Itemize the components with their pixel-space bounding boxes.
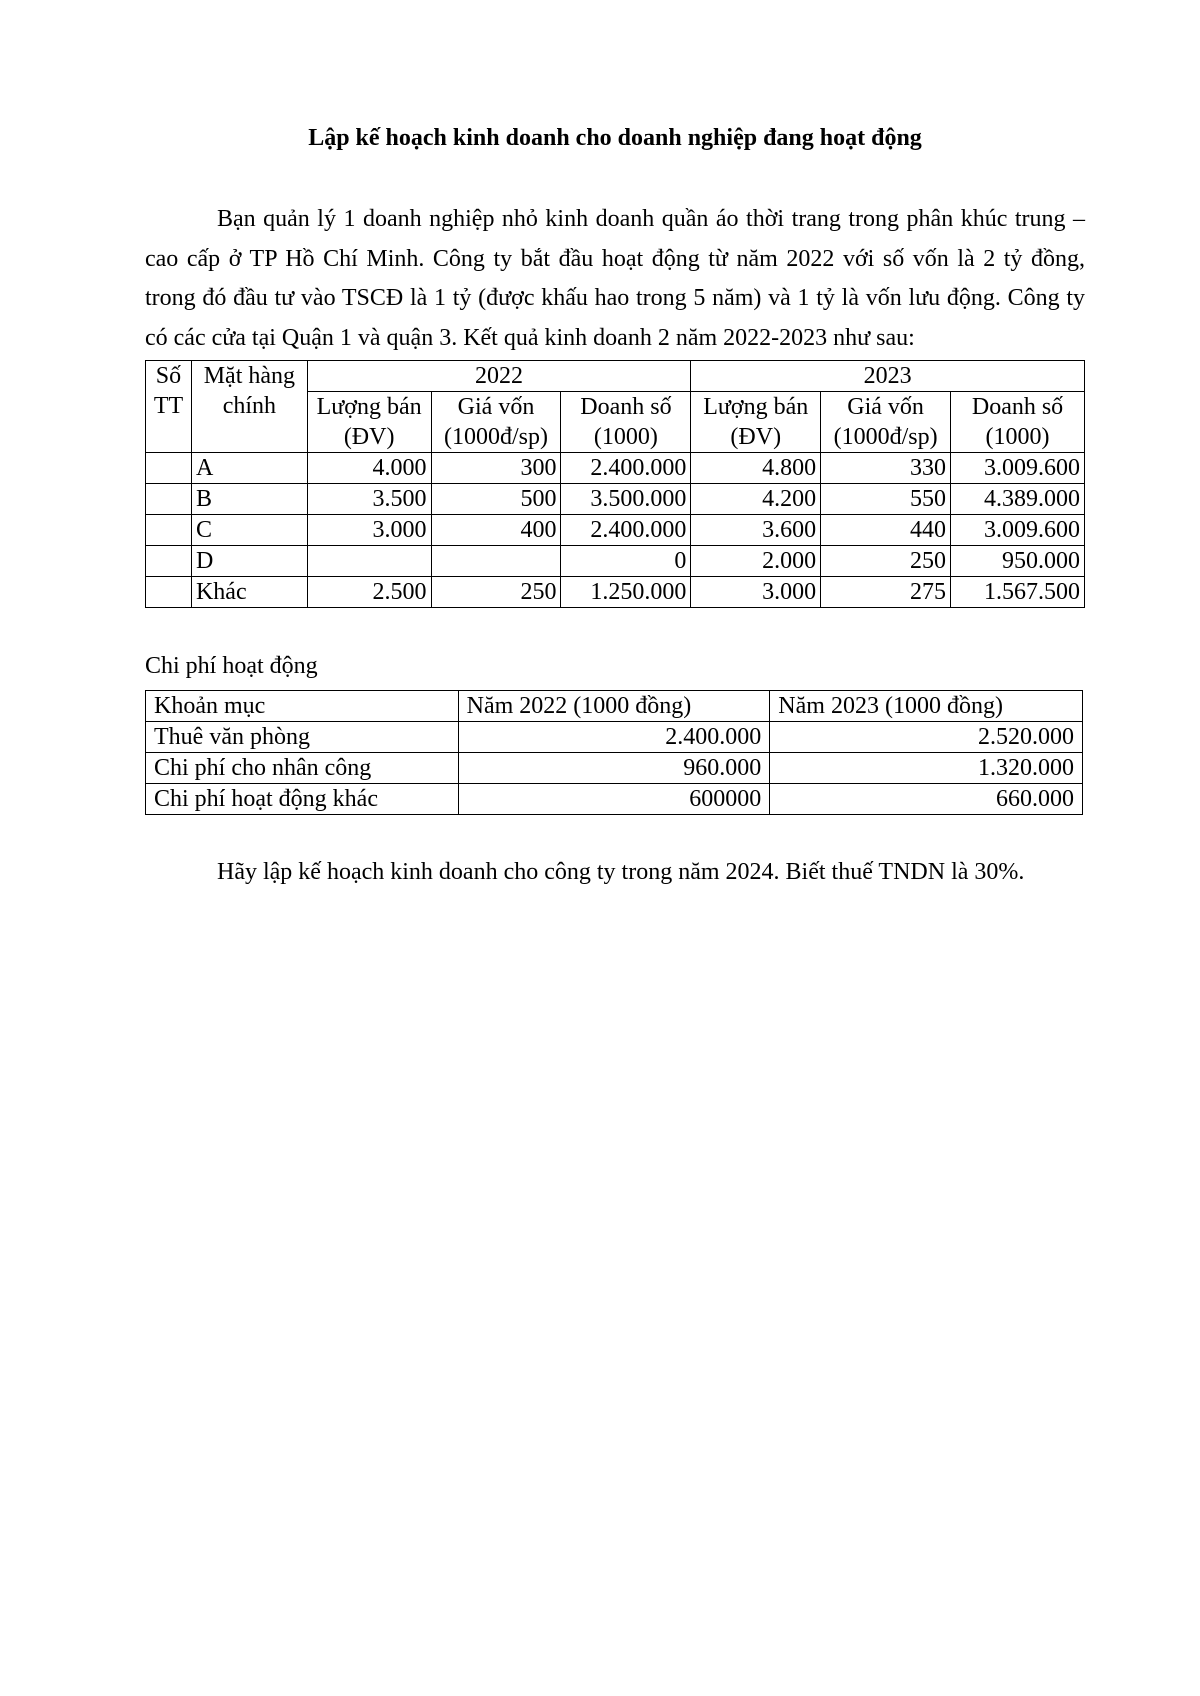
- document-page: [145, 110, 1085, 892]
- cost-2023-cell: 660.000: [770, 784, 1083, 815]
- qty-2023-cell: 2.000: [691, 546, 821, 577]
- revenue-2022-cell: 1.250.000: [561, 577, 691, 608]
- table-row: [146, 453, 1085, 484]
- cost-2022-cell: 400: [431, 515, 561, 546]
- sub-header: Doanh số (1000): [951, 392, 1085, 453]
- revenue-2023-cell: 3.009.600: [951, 453, 1085, 484]
- col-stt-header: Số TT: [146, 361, 192, 453]
- qty-2022-cell: 3.000: [307, 515, 431, 546]
- revenue-2023-cell: 4.389.000: [951, 484, 1085, 515]
- stt-cell: [146, 484, 192, 515]
- cost-2023-cell: 330: [821, 453, 951, 484]
- qty-2022-cell: 4.000: [307, 453, 431, 484]
- year-2023-header: 2023: [691, 361, 1085, 392]
- qty-2022-cell: 3.500: [307, 484, 431, 515]
- intro-paragraph: Bạn quản lý 1 doanh nghiệp nhỏ kinh doanh quần áo thời trang trong phân khúc trung – cao cấp ở TP Hồ Chí Minh. Công ty bắt đầu hoạt động từ năm 2022 với số vốn là 2 tỷ đồng, trong đó đầu tư vào TSCĐ là 1 tỷ (được khấu hao trong 5 năm) và 1 tỷ là vốn lưu động. Công ty có các cửa tại Quận 1 và quận 3. Kết quả kinh doanh 2 năm 2022-2023 như sau:: [145, 206, 1085, 351]
- qty-2023-cell: 4.200: [691, 484, 821, 515]
- cost-item-cell: Chi phí hoạt động khác: [146, 784, 459, 815]
- table-row: [146, 753, 1083, 784]
- sub-header: Lượng bán (ĐV): [307, 392, 431, 453]
- stt-cell: [146, 546, 192, 577]
- sub-header: Giá vốn (1000đ/sp): [431, 392, 561, 453]
- cost-col-header: Khoản mục: [146, 691, 459, 722]
- revenue-2023-cell: 1.567.500: [951, 577, 1085, 608]
- item-cell: D: [191, 546, 307, 577]
- cost-2023-cell: 1.320.000: [770, 753, 1083, 784]
- cost-col-header: Năm 2023 (1000 đồng): [770, 691, 1083, 722]
- table-row: [146, 577, 1085, 608]
- cost-2022-cell: 960.000: [458, 753, 770, 784]
- cost-2023-cell: 440: [821, 515, 951, 546]
- revenue-2022-cell: 3.500.000: [561, 484, 691, 515]
- qty-2023-cell: 3.000: [691, 577, 821, 608]
- item-cell: A: [191, 453, 307, 484]
- closing-paragraph: Hãy lập kế hoạch kinh doanh cho công ty trong năm 2024. Biết thuế TNDN là 30%.: [217, 859, 1025, 885]
- item-cell: B: [191, 484, 307, 515]
- year-2022-header: 2022: [307, 361, 691, 392]
- cost-item-cell: Chi phí cho nhân công: [146, 753, 459, 784]
- table-row: [146, 484, 1085, 515]
- revenue-2023-cell: 3.009.600: [951, 515, 1085, 546]
- cost-section-label: Chi phí hoạt động: [145, 653, 318, 679]
- cost-2023-cell: 550: [821, 484, 951, 515]
- cost-2023-cell: 275: [821, 577, 951, 608]
- cost-2022-cell: 600000: [458, 784, 770, 815]
- table-row: [146, 784, 1083, 815]
- sub-header: Giá vốn (1000đ/sp): [821, 392, 951, 453]
- table-row: [146, 515, 1085, 546]
- cost-2022-cell: 2.400.000: [458, 722, 770, 753]
- item-cell: C: [191, 515, 307, 546]
- revenue-2022-cell: 2.400.000: [561, 515, 691, 546]
- cost-2023-cell: 250: [821, 546, 951, 577]
- cost-2022-cell: [431, 546, 561, 577]
- sales-header-row-1: [146, 361, 1085, 392]
- stt-cell: [146, 577, 192, 608]
- qty-2023-cell: 4.800: [691, 453, 821, 484]
- document-title: Lập kế hoạch kinh doanh cho doanh nghiệp đang hoạt động: [308, 125, 922, 151]
- col-item-header: Mặt hàng chính: [191, 361, 307, 453]
- cost-header-row: [146, 691, 1083, 722]
- cost-2022-cell: 250: [431, 577, 561, 608]
- revenue-2023-cell: 950.000: [951, 546, 1085, 577]
- sales-table: [145, 360, 1085, 608]
- table-row: [146, 722, 1083, 753]
- table-row: [146, 546, 1085, 577]
- item-cell: Khác: [191, 577, 307, 608]
- qty-2022-cell: [307, 546, 431, 577]
- revenue-2022-cell: 2.400.000: [561, 453, 691, 484]
- qty-2023-cell: 3.600: [691, 515, 821, 546]
- cost-table: [145, 690, 1083, 815]
- cost-item-cell: Thuê văn phòng: [146, 722, 459, 753]
- cost-2022-cell: 500: [431, 484, 561, 515]
- cost-2023-cell: 2.520.000: [770, 722, 1083, 753]
- cost-2022-cell: 300: [431, 453, 561, 484]
- sub-header: Doanh số (1000): [561, 392, 691, 453]
- stt-cell: [146, 453, 192, 484]
- revenue-2022-cell: 0: [561, 546, 691, 577]
- qty-2022-cell: 2.500: [307, 577, 431, 608]
- sub-header: Lượng bán (ĐV): [691, 392, 821, 453]
- stt-cell: [146, 515, 192, 546]
- cost-col-header: Năm 2022 (1000 đồng): [458, 691, 770, 722]
